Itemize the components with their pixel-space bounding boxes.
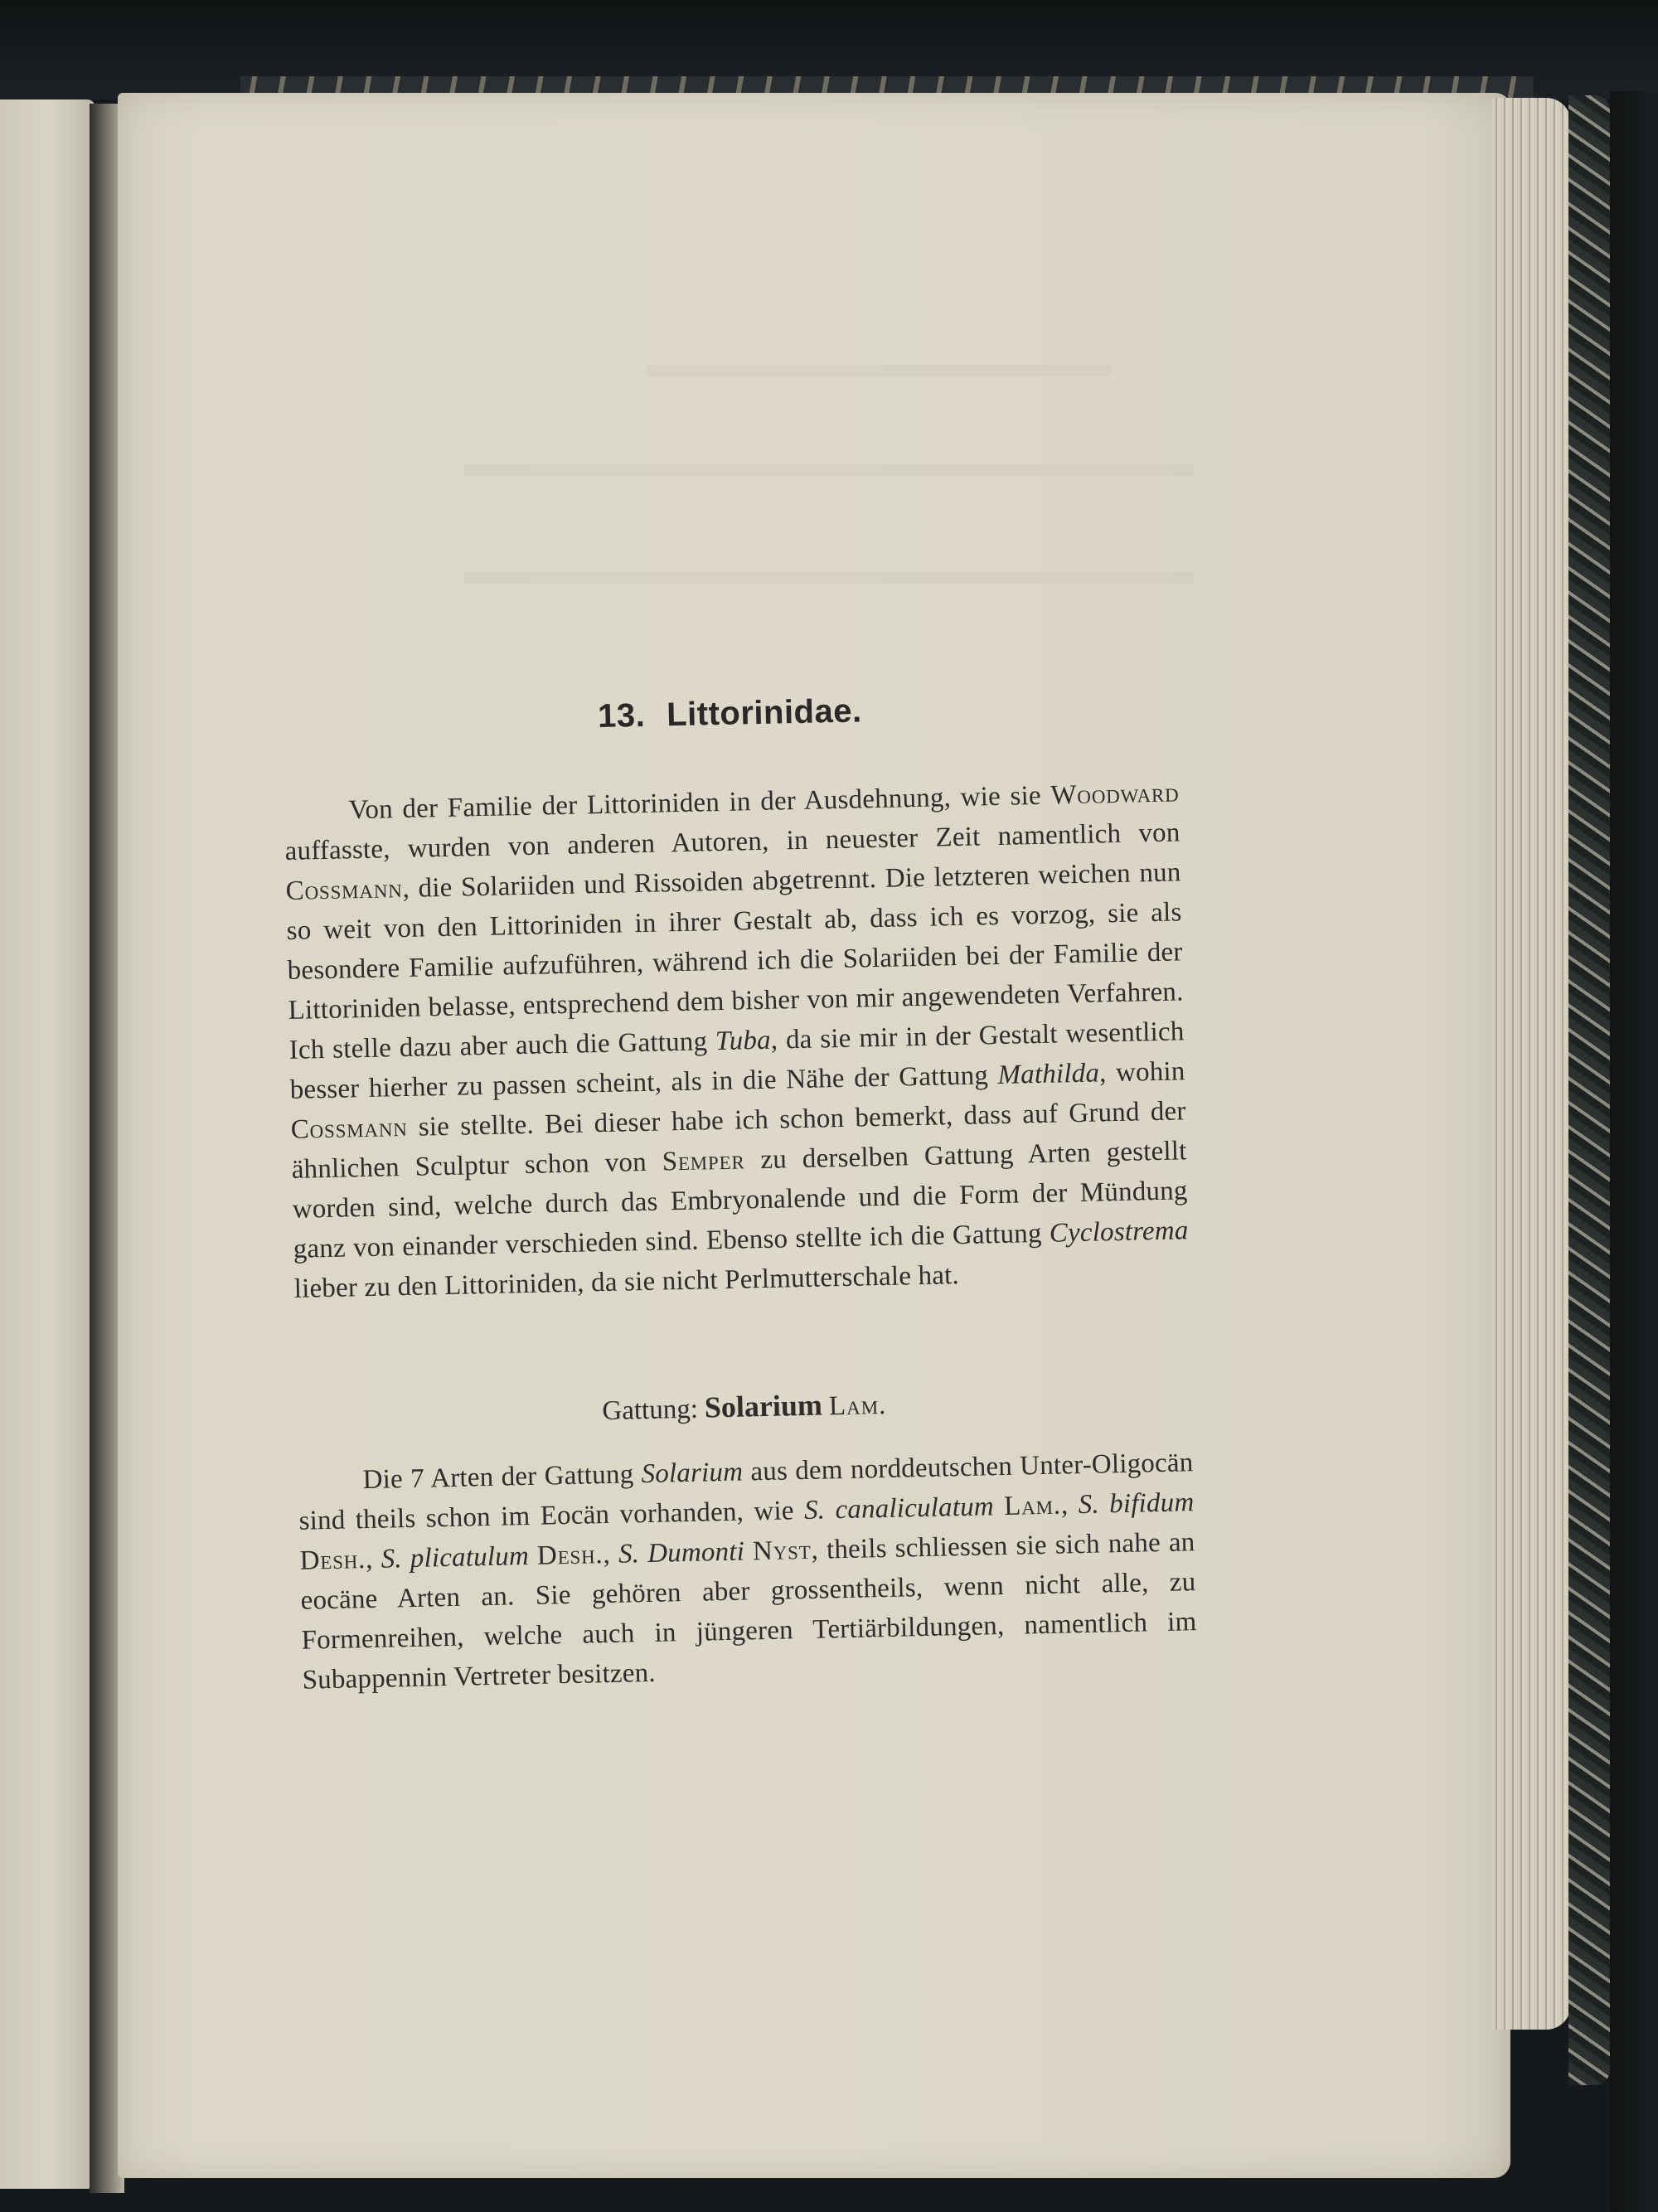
author-name: Nyst [752, 1535, 812, 1567]
species-name: S. Dumonti [618, 1536, 745, 1569]
page-block-edges [1492, 98, 1571, 2030]
marbled-board-edge [1568, 95, 1610, 2085]
genus-name: Solarium [641, 1457, 744, 1490]
author-name: Lam. [1003, 1490, 1062, 1521]
text-run: , theils schliessen sie sich nahe an eocäne Arten an. Sie gehören aber grossentheils, wenn nicht alle, zu Formenreihen, welche auch in jüngeren Tertiärbildungen, namentlich im Subappennin Vertreter besitzen. [300, 1527, 1197, 1695]
page-content [282, 686, 1198, 1700]
paragraph-littorinidae [284, 773, 1190, 1308]
author-name: Cossmann [290, 1112, 408, 1145]
section-title: Littorinidae. [666, 692, 863, 734]
text-run: lieber zu den Littoriniden, da sie nicht Perlmutterschale hat. [293, 1260, 960, 1304]
author-name: Woodward [1050, 778, 1180, 811]
genus-prefix: Gattung: [602, 1394, 699, 1427]
paragraph-solarium [298, 1443, 1198, 1700]
text-run: , [1060, 1490, 1079, 1521]
text-run: sie stellte. Bei dieser habe ich schon bemerkt, dass auf Grund der ähnlichen Sculptur schon von [291, 1096, 1186, 1185]
species-name: S. canaliculatum [803, 1492, 995, 1526]
genus-name: Tuba [715, 1025, 772, 1057]
text-run [993, 1492, 1004, 1521]
bleed-through [464, 572, 1194, 584]
text-run: Die 7 Arten der Gattung [362, 1459, 642, 1496]
text-run: , die Solariiden und Rissoiden abgetrennt. Die letzteren weichen nun so weit von den Littoriniden in ihrer Gestalt ab, dass ich es vorzog, sie als besondere Familie aufzuführen, während ich die Solariiden bei der Familie der Littoriniden belasse, entsprechend dem bisher von mir angewendeten Verfahren. Ich stelle dazu aber auch die Gattung [286, 857, 1184, 1065]
genus-name: Mathilda [997, 1058, 1100, 1091]
background-right [1610, 91, 1658, 2212]
author-name: Cossmann [285, 874, 403, 906]
text-run: aus dem norddeutschen Unter-Oligocän sind theils schon im Eocän vorhanden, wie [298, 1448, 1194, 1536]
author-name: Desh. [536, 1540, 604, 1571]
genus-heading [297, 1380, 1193, 1433]
text-run: Von der Familie der Littoriniden in der Ausdehnung, wie sie [348, 780, 1051, 826]
text-run: , [603, 1539, 619, 1570]
text-run: , wohin [1098, 1056, 1185, 1089]
text-run: auffasste, wurden von anderen Autoren, in neuester Zeit namentlich von [284, 817, 1180, 866]
author-name: Semper [662, 1145, 745, 1177]
genus-name: Cyclostrema [1049, 1215, 1189, 1249]
species-name: S. bifidum [1078, 1487, 1195, 1521]
species-name: S. plicatulum [381, 1540, 530, 1574]
genus-title: Solarium [704, 1388, 823, 1424]
text-run: , da sie mir in der Gestalt wesentlich besser hierher zu passen scheint, als in die Nähe der Gattung [289, 1016, 1185, 1105]
bleed-through [647, 365, 1111, 376]
text-run: zu derselben Gattung Arten gestellt worden sind, welche durch das Embryonalende und die Form der Mündung ganz von einander verschieden sind. Ebenso stellte ich die Gattung [292, 1136, 1188, 1264]
text-run: , [365, 1544, 382, 1575]
left-page-edge [0, 99, 95, 2189]
bleed-through [464, 464, 1194, 476]
author-name: Desh. [299, 1545, 366, 1576]
section-number: 13. [597, 696, 646, 735]
genus-author: Lam. [828, 1390, 887, 1422]
